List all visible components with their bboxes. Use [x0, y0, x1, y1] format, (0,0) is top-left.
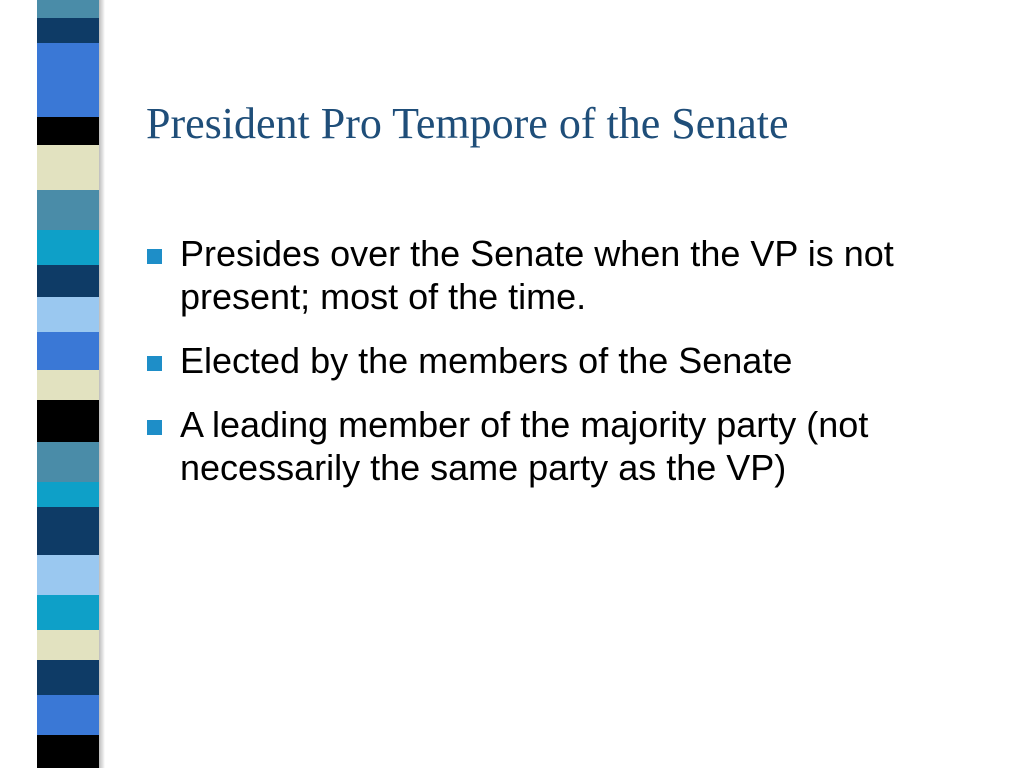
square-bullet-icon: [147, 356, 162, 371]
decorative-stripe: [37, 230, 99, 265]
decorative-stripe: [37, 117, 99, 145]
bullet-item: [146, 339, 976, 382]
square-bullet-icon: [147, 420, 162, 435]
bullet-item: [146, 403, 976, 489]
decorative-stripe: [37, 660, 99, 695]
decorative-stripe: [37, 265, 99, 297]
decorative-stripe: [37, 332, 99, 370]
stripe-bar-shadow: [99, 0, 105, 768]
decorative-stripe: [37, 190, 99, 230]
decorative-stripe: [37, 400, 99, 442]
decorative-stripe: [37, 695, 99, 735]
decorative-stripe: [37, 43, 99, 75]
decorative-stripe: [37, 0, 99, 18]
decorative-stripe: [37, 145, 99, 190]
bullet-text: Elected by the members of the Senate: [180, 340, 793, 381]
decorative-stripe: [37, 442, 99, 482]
decorative-stripe: [37, 75, 99, 117]
decorative-stripe: [37, 18, 99, 43]
decorative-stripe: [37, 555, 99, 595]
decorative-stripe: [37, 595, 99, 630]
decorative-stripe: [37, 370, 99, 400]
bullet-text: Presides over the Senate when the VP is not present; most of the time.: [180, 233, 894, 317]
bullet-text: A leading member of the majority party (not necessarily the same party as the VP): [180, 404, 869, 488]
bullet-item: [146, 232, 976, 318]
decorative-stripe: [37, 297, 99, 332]
bullet-list: [146, 232, 976, 510]
decorative-stripe-bar: [37, 0, 99, 768]
slide-title: President Pro Tempore of the Senate: [146, 99, 789, 148]
decorative-stripe: [37, 735, 99, 768]
square-bullet-icon: [147, 249, 162, 264]
decorative-stripe: [37, 507, 99, 555]
decorative-stripe: [37, 630, 99, 660]
decorative-stripe: [37, 482, 99, 507]
